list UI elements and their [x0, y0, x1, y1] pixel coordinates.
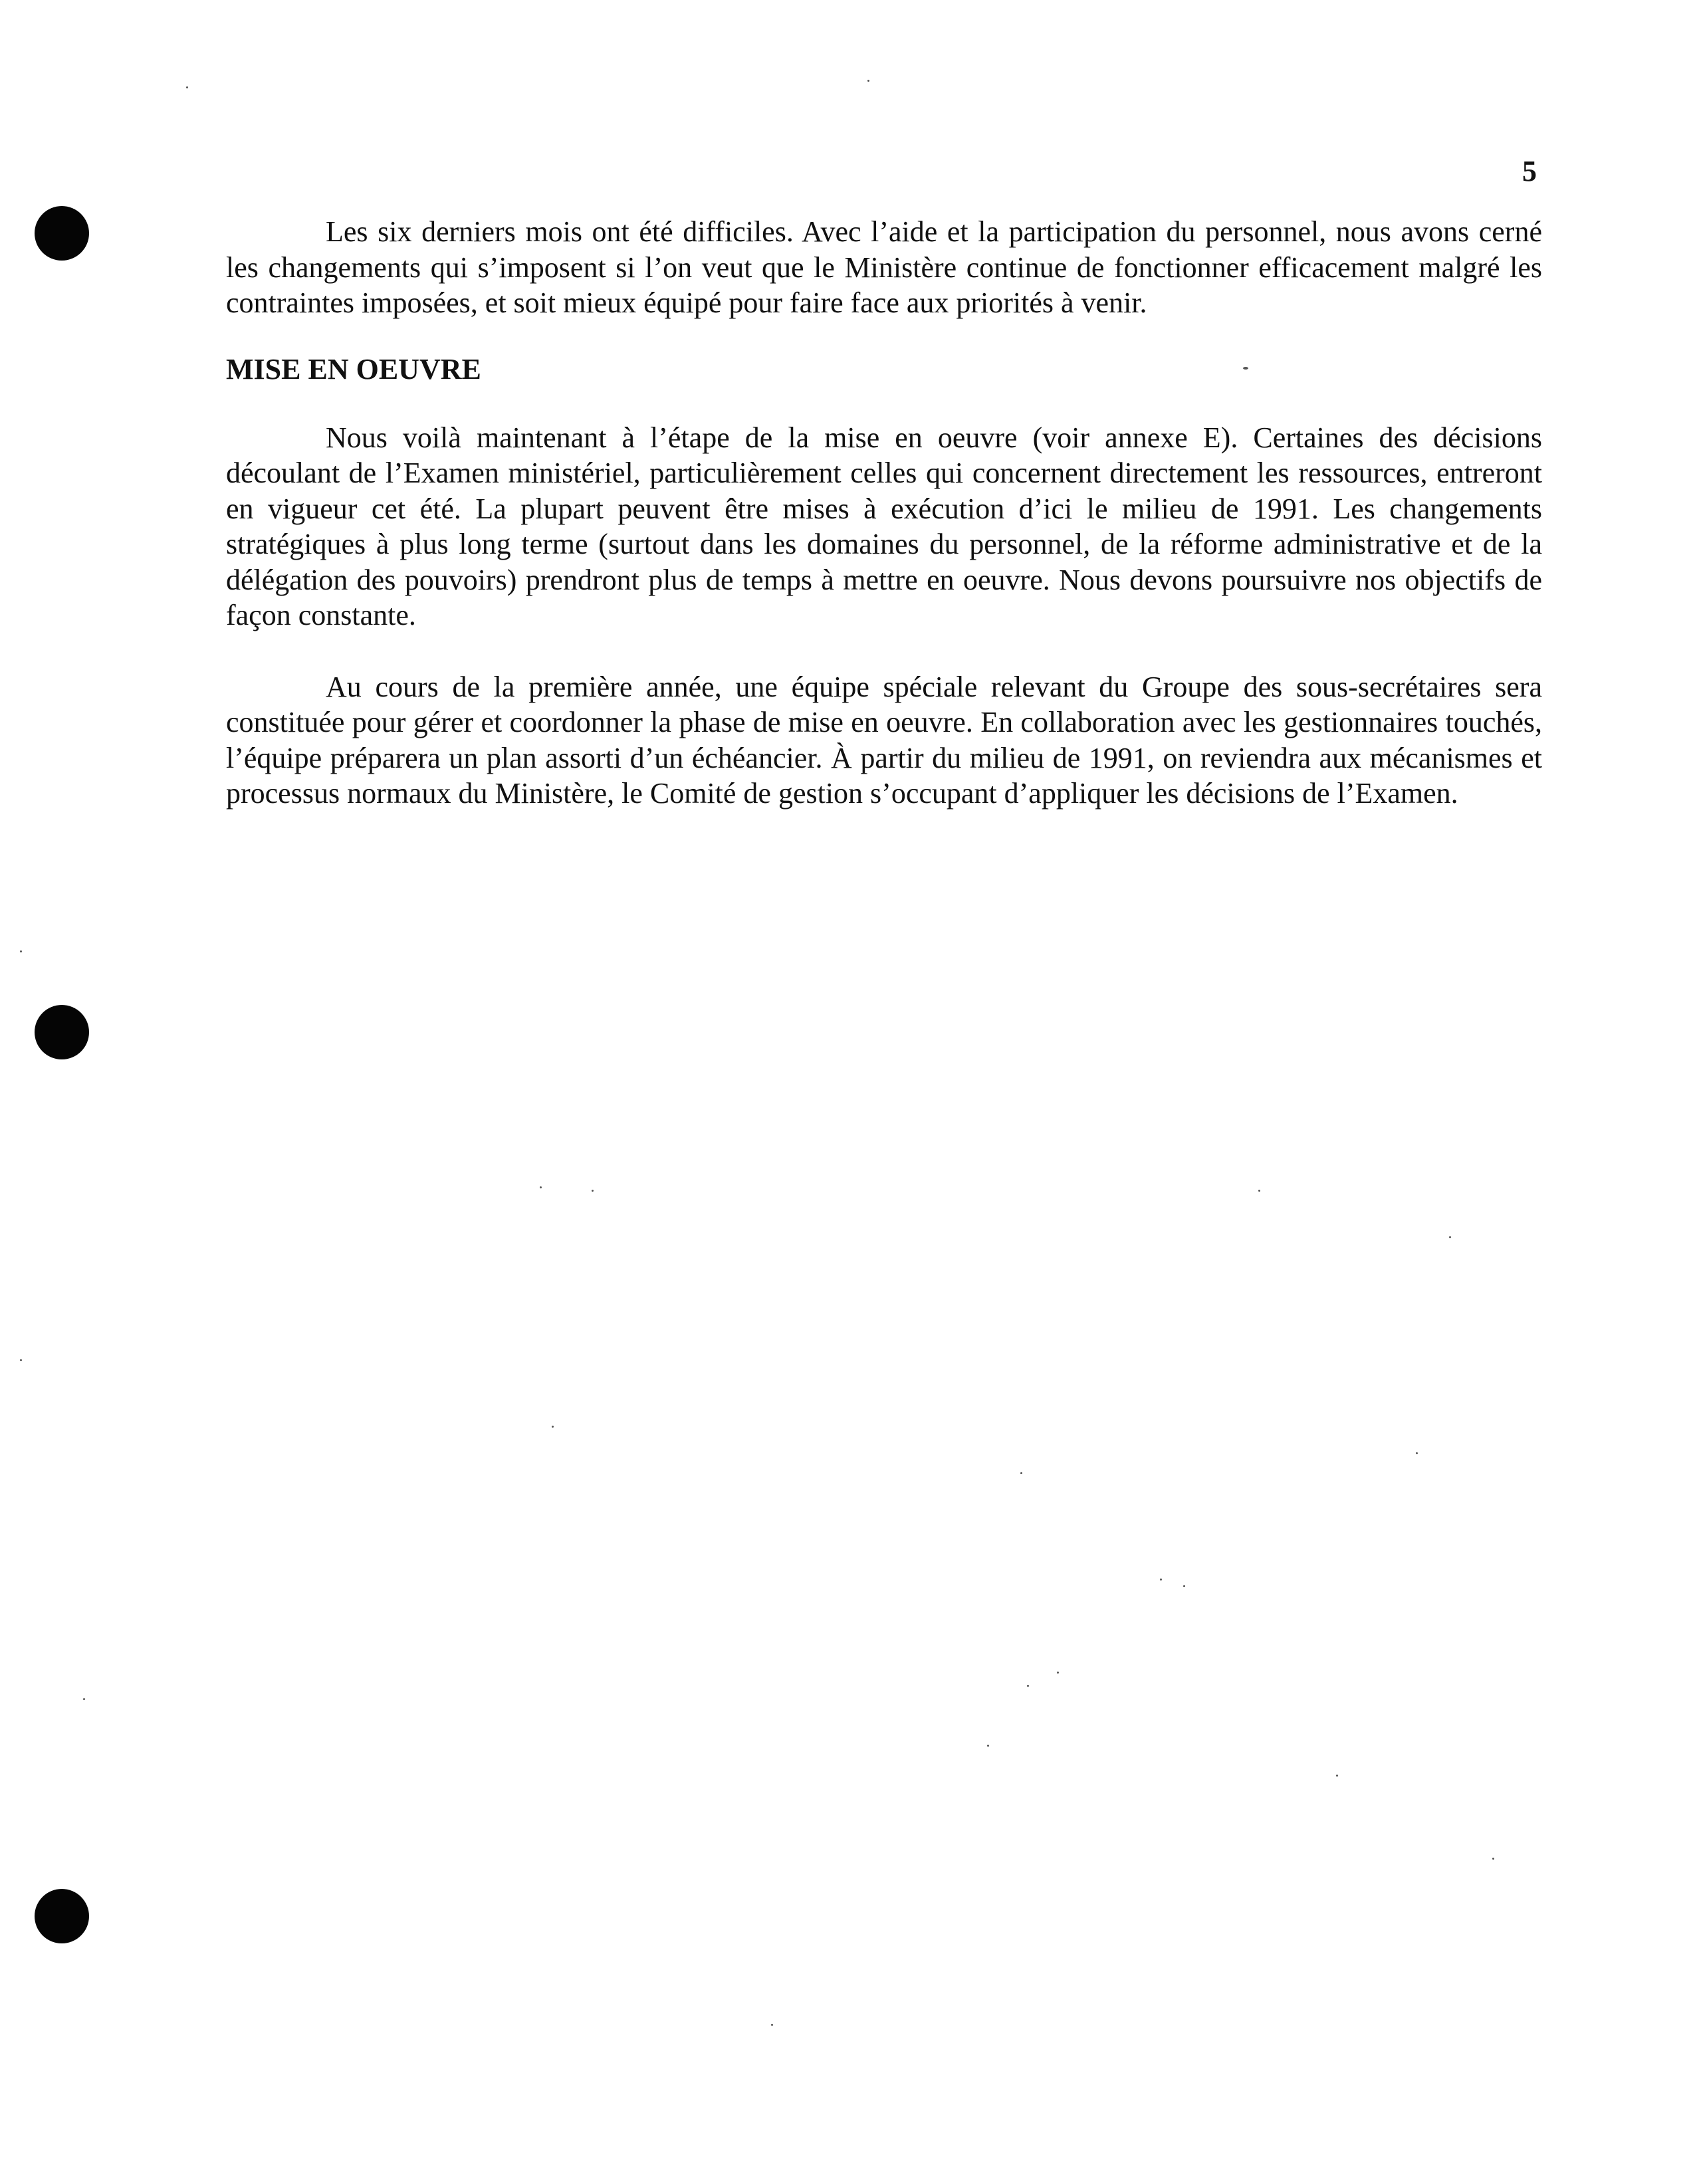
scan-speck	[1183, 1585, 1185, 1587]
scan-speck	[1492, 1858, 1494, 1860]
scan-speck	[1258, 1190, 1260, 1192]
scan-speck	[1020, 1472, 1022, 1474]
scan-speck	[1449, 1236, 1451, 1238]
scan-speck	[540, 1186, 542, 1188]
punch-hole-middle	[35, 1005, 89, 1059]
punch-hole-top	[35, 206, 89, 261]
scan-speck	[771, 2024, 773, 2026]
scan-speck	[1160, 1579, 1162, 1581]
punch-hole-bottom	[35, 1889, 89, 1943]
scan-speck	[1057, 1672, 1059, 1674]
scan-speck	[552, 1426, 554, 1428]
scan-speck	[1027, 1685, 1029, 1687]
scan-speck	[592, 1190, 594, 1192]
paragraph-intro: Les six derniers mois ont été difficiles. Avec l’aide et la participation du personnel, nous avons cerné les changements qui s’imposent si l’on veut que le Ministère continue de fonctionner efficacement malgré les contraintes imposées, et soit mieux équipé pour faire face aux priorités à venir.	[226, 215, 1542, 319]
scan-speck	[987, 1745, 989, 1747]
paragraph-implementation: Nous voilà maintenant à l’étape de la mise en oeuvre (voir annexe E). Certaines des décisions découlant de l’Examen ministériel, particulièrement celles qui concernent directement les ressources, entreront en vigueur cet été. La plupart peuvent être mises à exécution d’ici le milieu de 1991. Les changements stratégiques à plus long terme (surtout dans les domaines du personnel, de la réforme administrative et de la délégation des pouvoirs) prendront plus de temps à mettre en oeuvre. Nous devons poursuivre nos objectifs de façon constante.	[226, 421, 1542, 631]
scan-speck	[186, 86, 188, 88]
document-body	[226, 214, 1542, 812]
scan-speck	[1336, 1775, 1338, 1777]
scan-speck	[20, 1359, 22, 1361]
scan-speck	[1416, 1452, 1418, 1454]
scan-speck	[83, 1698, 85, 1700]
scan-speck	[867, 80, 869, 82]
scan-speck	[20, 950, 22, 952]
page-number: 5	[1522, 155, 1537, 187]
section-heading: MISE EN OEUVRE	[226, 352, 481, 385]
paragraph-first-year: Au cours de la première année, une équipe spéciale relevant du Groupe des sous-secrétaires sera constituée pour gérer et coordonner la phase de mise en oeuvre. En collaboration avec les gestionnaires touchés, l’équipe préparera un plan assorti d’un échéancier. À partir du milieu de 1991, on reviendra aux mécanismes et processus normaux du Ministère, le Comité de gestion s’occupant d’appliquer les décisions de l’Examen.	[226, 670, 1542, 810]
scan-speck	[1243, 367, 1248, 370]
